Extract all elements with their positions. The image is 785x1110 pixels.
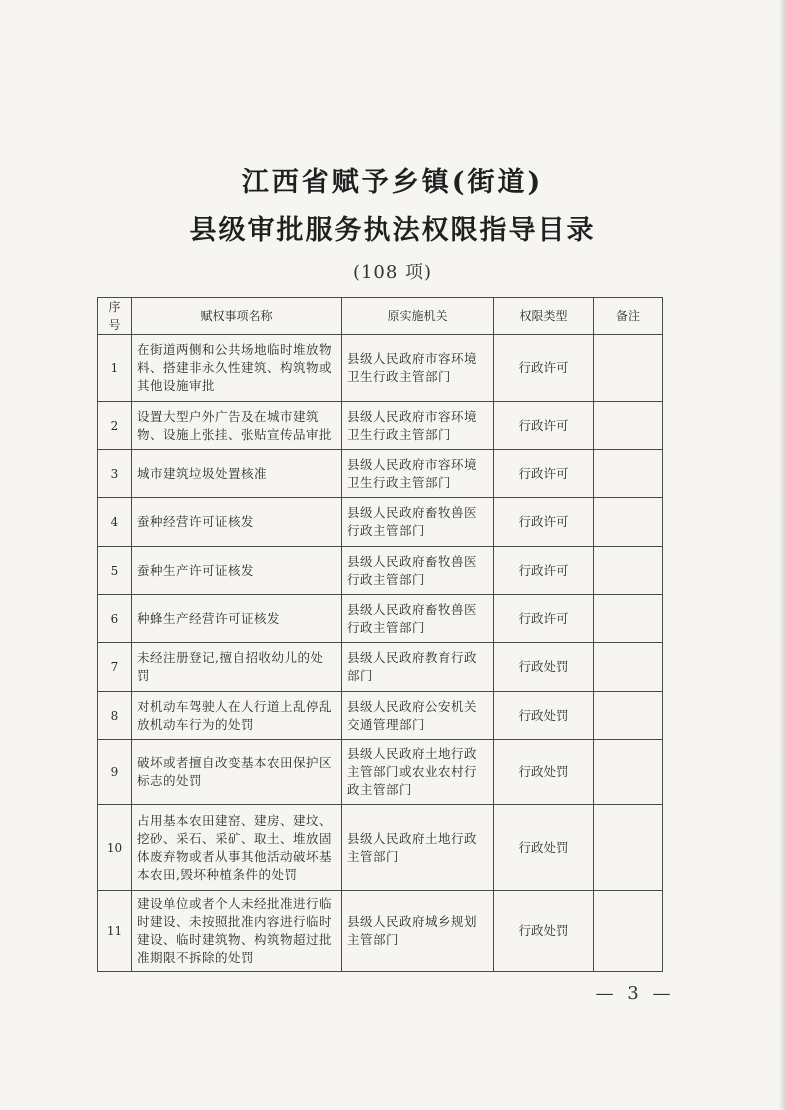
row-remarks [594,692,663,740]
table-row [98,547,663,595]
row-item-name: 对机动车驾驶人在人行道上乱停乱放机动车行为的处罚 [132,692,342,740]
row-item-name: 蚕种经营许可证核发 [132,498,342,547]
row-authority-type: 行政处罚 [494,805,594,891]
row-authority-type: 行政处罚 [494,692,594,740]
table-header-row [98,298,663,335]
row-serial-number: 3 [98,450,132,498]
row-serial-number: 5 [98,547,132,595]
row-item-name: 未经注册登记,擅自招收幼儿的处罚 [132,643,342,692]
row-authority-type: 行政许可 [494,595,594,643]
row-item-name: 种蜂生产经营许可证核发 [132,595,342,643]
row-original-authority: 县级人民政府教育行政部门 [342,643,494,692]
row-remarks [594,402,663,450]
document-title-line1: 江西省赋予乡镇(街道) [241,167,544,198]
row-item-name: 破坏或者擅自改变基本农田保护区标志的处罚 [132,740,342,805]
header-item-name: 赋权事项名称 [132,298,342,335]
row-authority-type: 行政许可 [494,547,594,595]
row-authority-type: 行政处罚 [494,891,594,972]
row-remarks [594,450,663,498]
header-remarks: 备注 [594,298,663,335]
row-serial-number: 11 [98,891,132,972]
document-title-line2: 县级审批服务执法权限指导目录 [189,215,596,246]
row-original-authority: 县级人民政府市容环境卫生行政主管部门 [342,335,494,402]
header-authority-type: 权限类型 [494,298,594,335]
table-row [98,643,663,692]
table-row [98,805,663,891]
table-row [98,692,663,740]
row-original-authority: 县级人民政府畜牧兽医行政主管部门 [342,595,494,643]
row-remarks [594,740,663,805]
header-original-authority: 原实施机关 [342,298,494,335]
row-authority-type: 行政许可 [494,450,594,498]
row-remarks [594,595,663,643]
row-remarks [594,547,663,595]
row-original-authority: 县级人民政府公安机关交通管理部门 [342,692,494,740]
row-original-authority: 县级人民政府城乡规划主管部门 [342,891,494,972]
row-original-authority: 县级人民政府市容环境卫生行政主管部门 [342,450,494,498]
page-number: — 3 — [595,983,675,1004]
row-item-name: 建设单位或者个人未经批准进行临时建设、未按照批准内容进行临时建设、临时建筑物、构筑物超过批准期限不拆除的处罚 [132,891,342,972]
row-authority-type: 行政许可 [494,335,594,402]
row-original-authority: 县级人民政府土地行政主管部门 [342,805,494,891]
row-serial-number: 8 [98,692,132,740]
row-serial-number: 4 [98,498,132,547]
row-item-name: 蚕种生产许可证核发 [132,547,342,595]
row-remarks [594,805,663,891]
row-serial-number: 1 [98,335,132,402]
table-row [98,498,663,547]
table-row [98,891,663,972]
row-remarks [594,498,663,547]
authority-catalog-table [97,297,663,972]
row-serial-number: 2 [98,402,132,450]
row-original-authority: 县级人民政府畜牧兽医行政主管部门 [342,547,494,595]
table-row [98,402,663,450]
row-original-authority: 县级人民政府畜牧兽医行政主管部门 [342,498,494,547]
row-authority-type: 行政许可 [494,498,594,547]
row-serial-number: 7 [98,643,132,692]
row-authority-type: 行政处罚 [494,740,594,805]
table-row [98,740,663,805]
row-remarks [594,335,663,402]
table-row [98,450,663,498]
row-item-name: 占用基本农田建窑、建房、建坟、挖砂、采石、采矿、取土、堆放固体废弃物或者从事其他活动破坏基本农田,毁坏种植条件的处罚 [132,805,342,891]
row-remarks [594,643,663,692]
row-serial-number: 6 [98,595,132,643]
row-item-name: 城市建筑垃圾处置核准 [132,450,342,498]
row-item-name: 在街道两侧和公共场地临时堆放物料、搭建非永久性建筑、构筑物或其他设施审批 [132,335,342,402]
row-serial-number: 10 [98,805,132,891]
header-serial-number: 序号 [98,298,132,335]
row-serial-number: 9 [98,740,132,805]
row-authority-type: 行政许可 [494,402,594,450]
row-authority-type: 行政处罚 [494,643,594,692]
row-item-name: 设置大型户外广告及在城市建筑物、设施上张挂、张贴宣传品审批 [132,402,342,450]
row-original-authority: 县级人民政府土地行政主管部门或农业农村行政主管部门 [342,740,494,805]
row-remarks [594,891,663,972]
row-original-authority: 县级人民政府市容环境卫生行政主管部门 [342,402,494,450]
document-subtitle: (108 项) [352,262,433,283]
table-row [98,595,663,643]
table-row [98,335,663,402]
